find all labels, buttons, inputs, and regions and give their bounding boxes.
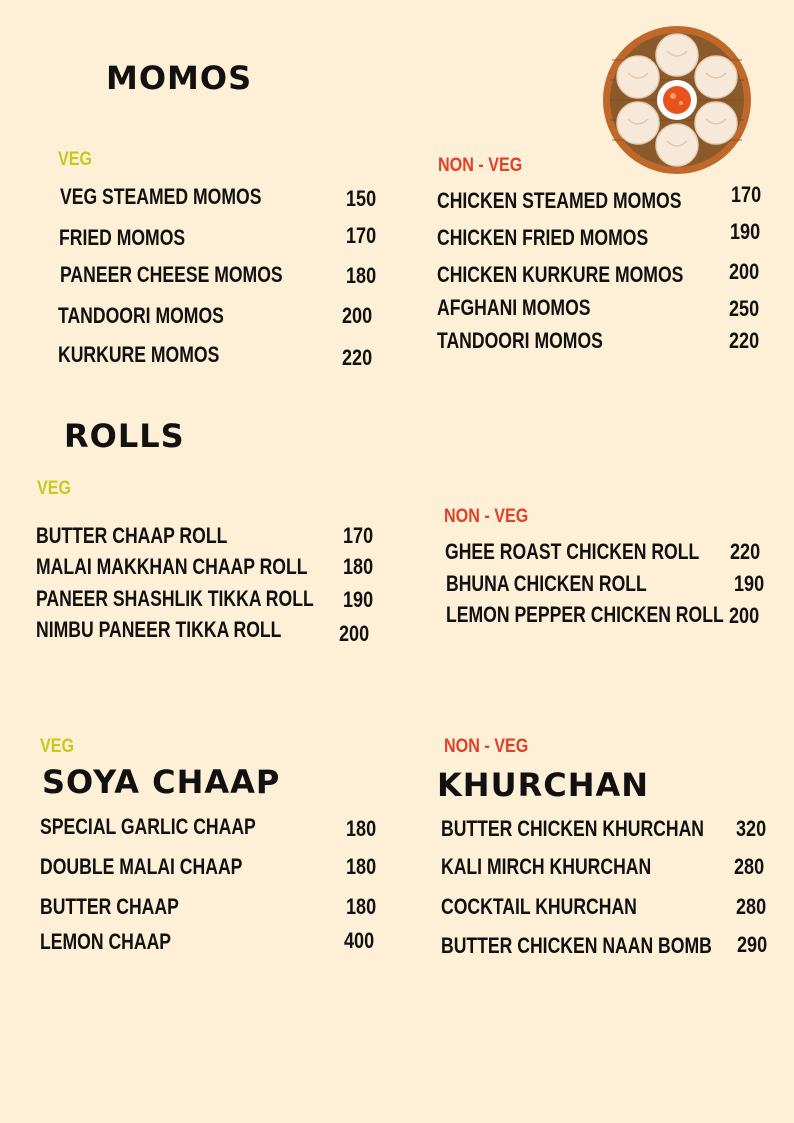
menu-item-name: AFGHANI MOMOS xyxy=(437,295,591,320)
menu-item-name: PANEER CHEESE MOMOS xyxy=(60,262,283,287)
momos-nonveg-label: NON - VEG xyxy=(438,155,523,176)
menu-item-name: PANEER SHASHLIK TIKKA ROLL xyxy=(36,586,314,611)
menu-item-price: 290 xyxy=(737,932,768,957)
menu-item-name: MALAI MAKKHAN CHAAP ROLL xyxy=(36,554,308,579)
menu-item-price: 180 xyxy=(346,894,377,919)
momos-veg-label: VEG xyxy=(58,149,93,170)
menu-item-name: VEG STEAMED MOMOS xyxy=(60,184,262,209)
menu-item-name: BHUNA CHICKEN ROLL xyxy=(446,571,647,596)
menu-item-name: DOUBLE MALAI CHAAP xyxy=(40,854,243,879)
menu-item-name: NIMBU PANEER TIKKA ROLL xyxy=(36,617,282,642)
menu-item-name: CHICKEN STEAMED MOMOS xyxy=(437,188,682,213)
menu-item-name: KALI MIRCH KHURCHAN xyxy=(441,854,652,879)
menu-item-price: 220 xyxy=(729,328,760,353)
menu-item-name: BUTTER CHICKEN NAAN BOMB xyxy=(441,933,712,958)
rolls-title: ROLLS xyxy=(64,417,185,455)
menu-item-price: 320 xyxy=(736,816,767,841)
menu-item-price: 190 xyxy=(734,571,765,596)
menu-item-name: CHICKEN KURKURE MOMOS xyxy=(437,262,684,287)
menu-item-price: 220 xyxy=(342,345,373,370)
menu-item-name: TANDOORI MOMOS xyxy=(58,303,224,328)
menu-item-name: FRIED MOMOS xyxy=(59,225,186,250)
menu-item-price: 190 xyxy=(343,587,374,612)
menu-item-price: 170 xyxy=(346,223,377,248)
menu-item-price: 280 xyxy=(734,854,765,879)
menu-item-name: TANDOORI MOMOS xyxy=(437,328,603,353)
menu-item-price: 220 xyxy=(730,539,761,564)
menu-item-price: 170 xyxy=(731,182,762,207)
menu-item-name: COCKTAIL KHURCHAN xyxy=(441,894,637,919)
menu-item-price: 150 xyxy=(346,186,377,211)
menu-item-name: GHEE ROAST CHICKEN ROLL xyxy=(445,539,700,564)
menu-item-price: 400 xyxy=(344,928,375,953)
menu-item-price: 180 xyxy=(343,554,374,579)
menu-item-price: 250 xyxy=(729,296,760,321)
menu-item-price: 180 xyxy=(346,854,377,879)
soya-chaap-title: SOYA CHAAP xyxy=(42,763,281,801)
menu-item-name: BUTTER CHICKEN KHURCHAN xyxy=(441,816,705,841)
menu-item-price: 200 xyxy=(729,259,760,284)
soya-chaap-veg-label: VEG xyxy=(40,736,75,757)
momo-plate-icon xyxy=(602,25,752,175)
khurchan-nonveg-label: NON - VEG xyxy=(444,736,529,757)
menu-item-price: 280 xyxy=(736,894,767,919)
menu-item-price: 190 xyxy=(730,219,761,244)
rolls-veg-label: VEG xyxy=(37,478,72,499)
menu-item-price: 170 xyxy=(343,523,374,548)
menu-item-name: LEMON CHAAP xyxy=(40,929,172,954)
menu-item-price: 180 xyxy=(346,263,377,288)
menu-item-name: BUTTER CHAAP ROLL xyxy=(36,523,228,548)
menu-item-name: KURKURE MOMOS xyxy=(58,342,220,367)
menu-item-name: SPECIAL GARLIC CHAAP xyxy=(40,814,256,839)
menu-item-name: BUTTER CHAAP xyxy=(40,894,179,919)
khurchan-title: KHURCHAN xyxy=(437,766,650,804)
momos-title: MOMOS xyxy=(106,59,253,97)
menu-item-price: 200 xyxy=(342,303,373,328)
menu-item-price: 180 xyxy=(346,816,377,841)
menu-item-name: LEMON PEPPER CHICKEN ROLL xyxy=(446,602,724,627)
rolls-nonveg-label: NON - VEG xyxy=(444,506,529,527)
menu-item-price: 200 xyxy=(729,603,760,628)
menu-item-price: 200 xyxy=(339,621,370,646)
menu-item-name: CHICKEN FRIED MOMOS xyxy=(437,225,649,250)
